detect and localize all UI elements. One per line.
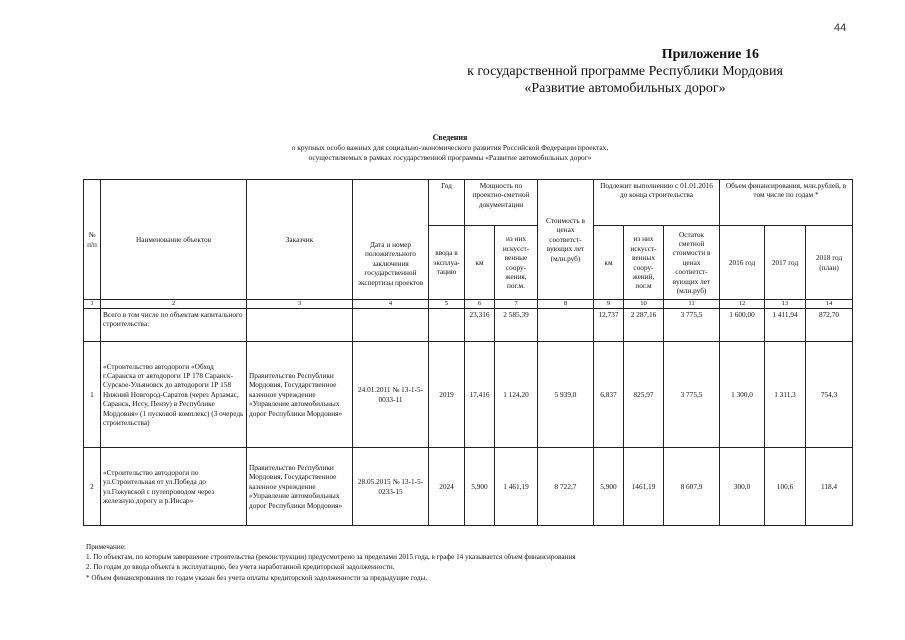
total-art: 2 585,39 [495,309,538,342]
appendix-header [425,46,825,97]
header-year: Год [429,180,465,226]
row-2018: 118,4 [806,448,853,526]
total-art2: 2 287,16 [624,309,664,342]
col-number: 4 [353,300,429,309]
column-numbers-row [84,300,853,309]
row-art: 1 124,20 [495,342,538,448]
col-number: 12 [720,300,765,309]
total-2018: 872,70 [806,309,853,342]
header-year-sub: ввода в эксплуа-тацию [429,226,465,300]
row-2016: 300,0 [720,448,765,526]
row-expertise: 28.05.2015 № 13-1-5-0233-15 [353,448,429,526]
header-expertise: Дата и номер положительного заключения государственной экспертизы проектов [353,180,429,300]
note-3: * Объем финансирования по годам указан без учета оплаты кредиторской задолженности за предыдущие годы. [86,573,428,582]
total-km2: 12,737 [594,309,624,342]
row-object-name: «Строительство автодороги по ул.Строительная от ул.Победа до ул.Гожувской с путепроводом через железную дорогу и р.Инсар» [101,448,247,526]
row-customer: Правительство Республики Мордовия, Государственное казенное учреждение «Управление автомобильных дорог Республики Мордовия» [247,342,353,448]
row-2017: 1 311,3 [765,342,806,448]
row-object-name: «Строительство автодороги «Обход г.Саранска от автодороги 1Р 178 Саранск-Сурское-Ульяновск до автодороги 1Р 158 Нижний Новгород-Саратов (через Арзамас, Саранск, Исcу, Пензу) в Республике Мордовия» (1 пусковой комплекс) (3 очередь строительства) [101,342,247,448]
document-heading [200,133,700,163]
col-number: 3 [247,300,353,309]
notes-title: Примечание: [86,543,126,551]
row-remain: 8 607,9 [664,448,720,526]
row-remain: 3 775,5 [664,342,720,448]
row-expertise: 24.01.2011 № 13-1-5-0033-11 [353,342,429,448]
row-num: 2 [84,448,101,526]
header-art2: из них искусст-венных соору-жений, пог.м [624,226,664,300]
total-remain: 3 775,5 [664,309,720,342]
row-customer: Правительство Республики Мордовия, Государственное казенное учреждение «Управление автомобильных дорог Республики Мордовия» [247,448,353,526]
row-art2: 1461,19 [624,448,664,526]
row-km2: 5,900 [594,448,624,526]
row-km2: 6,837 [594,342,624,448]
total-2016: 1 600,00 [720,309,765,342]
row-art2: 825,97 [624,342,664,448]
total-name: Всего в том числе по объектам капитального строительства: [101,309,247,342]
col-number: 11 [664,300,720,309]
row-art: 1 461,19 [495,448,538,526]
projects-table [83,179,853,526]
table-row [84,342,853,448]
col-number: 9 [594,300,624,309]
header-financing: Объем финансирования, млн.рублей, в том числе по годам * [720,180,853,226]
heading-line-2: о крупных особо важных для социально-экономического развития Российской Федерации проектах, [291,143,609,152]
col-number: 13 [765,300,806,309]
row-2016: 1 300,0 [720,342,765,448]
appendix-line-3: «Развитие автомобильных дорог» [524,81,726,96]
col-number: 14 [806,300,853,309]
row-year: 2024 [429,448,465,526]
appendix-line-2: к государственной программе Республики Мордовия [467,64,783,79]
col-number: 5 [429,300,465,309]
header-art: из них искусст-венные соору-жения, пог.м. [495,226,538,300]
header-customer: Заказчик [247,180,353,300]
page-number: 44 [834,22,847,34]
col-number: 6 [465,300,495,309]
header-remain: Остаток сметной стоимости в ценах соответст-вующих лет (млн.руб) [664,226,720,300]
note-2: 2. По годам до ввода объекта в эксплуатацию, без учета наработанной кредиторской задолженности. [86,563,395,572]
header-2018: 2018 год (план) [806,226,853,300]
total-row [84,309,853,342]
header-km: км [465,226,495,300]
row-km: 17,416 [465,342,495,448]
notes [86,542,576,583]
total-km: 23,316 [465,309,495,342]
row-2018: 754,3 [806,342,853,448]
row-cost: 8 722,7 [538,448,594,526]
note-1: 1. По объектам, по которым завершение строительства (реконструкции) предусмотрено за пределами 2015 года, в графе 14 указывается объем финансирования [86,553,576,562]
header-capacity: Мощность по проектно-сметной документации [465,180,538,226]
header-name: Наименование объектов [101,180,247,300]
col-number: 7 [495,300,538,309]
col-number: 10 [624,300,664,309]
header-cost: Стоимость в ценах соответст-вующих лет (млн.руб) [538,180,594,300]
row-cost: 5 939,0 [538,342,594,448]
total-2017: 1 411,94 [765,309,806,342]
col-number: 2 [101,300,247,309]
header-num: № п/п [84,180,101,300]
header-2016: 2016 год [720,226,765,300]
col-number: 1 [84,300,101,309]
row-year: 2019 [429,342,465,448]
heading-line-3: осуществляемых в рамках государственной программы «Развитие автомобильных дорог» [308,153,592,162]
header-km2: км [594,226,624,300]
header-2017: 2017 год [765,226,806,300]
row-2017: 100,6 [765,448,806,526]
header-fulfilled: Подлежит выполнению с 01.01.2016 до конца строительства [594,180,720,226]
table-row [84,448,853,526]
col-number: 8 [538,300,594,309]
row-num: 1 [84,342,101,448]
appendix-title: Приложение 16 [661,47,759,62]
row-km: 5,900 [465,448,495,526]
heading-title: Сведения [432,133,468,142]
